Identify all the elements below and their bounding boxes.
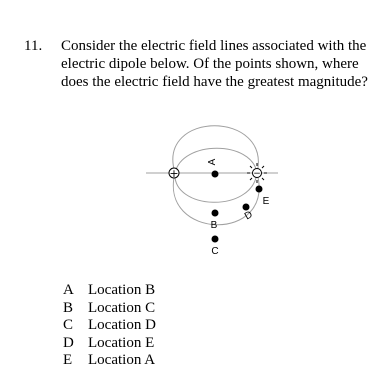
point-b-label: B (210, 220, 218, 231)
question-text (61, 37, 371, 91)
question-line: does the electric field have the greatest magnitude? (61, 74, 368, 90)
answer-choice-c[interactable] (63, 317, 156, 335)
choice-text: Location E (88, 334, 155, 351)
point-b-dot (212, 210, 219, 217)
point-e-label: E (262, 196, 270, 207)
answer-choice-e[interactable] (63, 352, 156, 370)
choice-text: Location B (88, 282, 156, 298)
field-line-inner-bottom (175, 173, 257, 202)
choice-letter: D (63, 334, 74, 351)
dipole-figure (140, 122, 280, 262)
positive-charge-symbol: + (169, 167, 179, 180)
positive-charge (169, 167, 179, 180)
negative-charge-symbol: − (253, 169, 261, 179)
choice-text: Location A (88, 352, 156, 369)
point-e-dot (256, 186, 263, 193)
answer-choice-a[interactable] (63, 282, 156, 300)
choice-letter: B (63, 299, 74, 316)
point-c-dot (212, 236, 219, 243)
question-number: 11. (24, 38, 43, 54)
point-a-label: A (207, 158, 218, 166)
point-c-label: C (211, 246, 219, 257)
point-d-label: D (242, 209, 255, 223)
choice-letter: E (63, 352, 73, 369)
choice-letter: A (63, 282, 74, 298)
answer-choices (63, 282, 156, 370)
answer-choice-b[interactable] (63, 300, 156, 318)
question-line: electric dipole below. Of the points shown, where (61, 56, 359, 72)
answer-choice-d[interactable] (63, 335, 156, 353)
choice-text: Location D (88, 317, 156, 334)
negative-charge (247, 163, 267, 183)
question-line: Consider the electric field lines associated with the (61, 38, 367, 54)
point-a-dot (212, 171, 219, 178)
choice-letter: C (63, 317, 74, 334)
choice-text: Location C (88, 299, 156, 316)
